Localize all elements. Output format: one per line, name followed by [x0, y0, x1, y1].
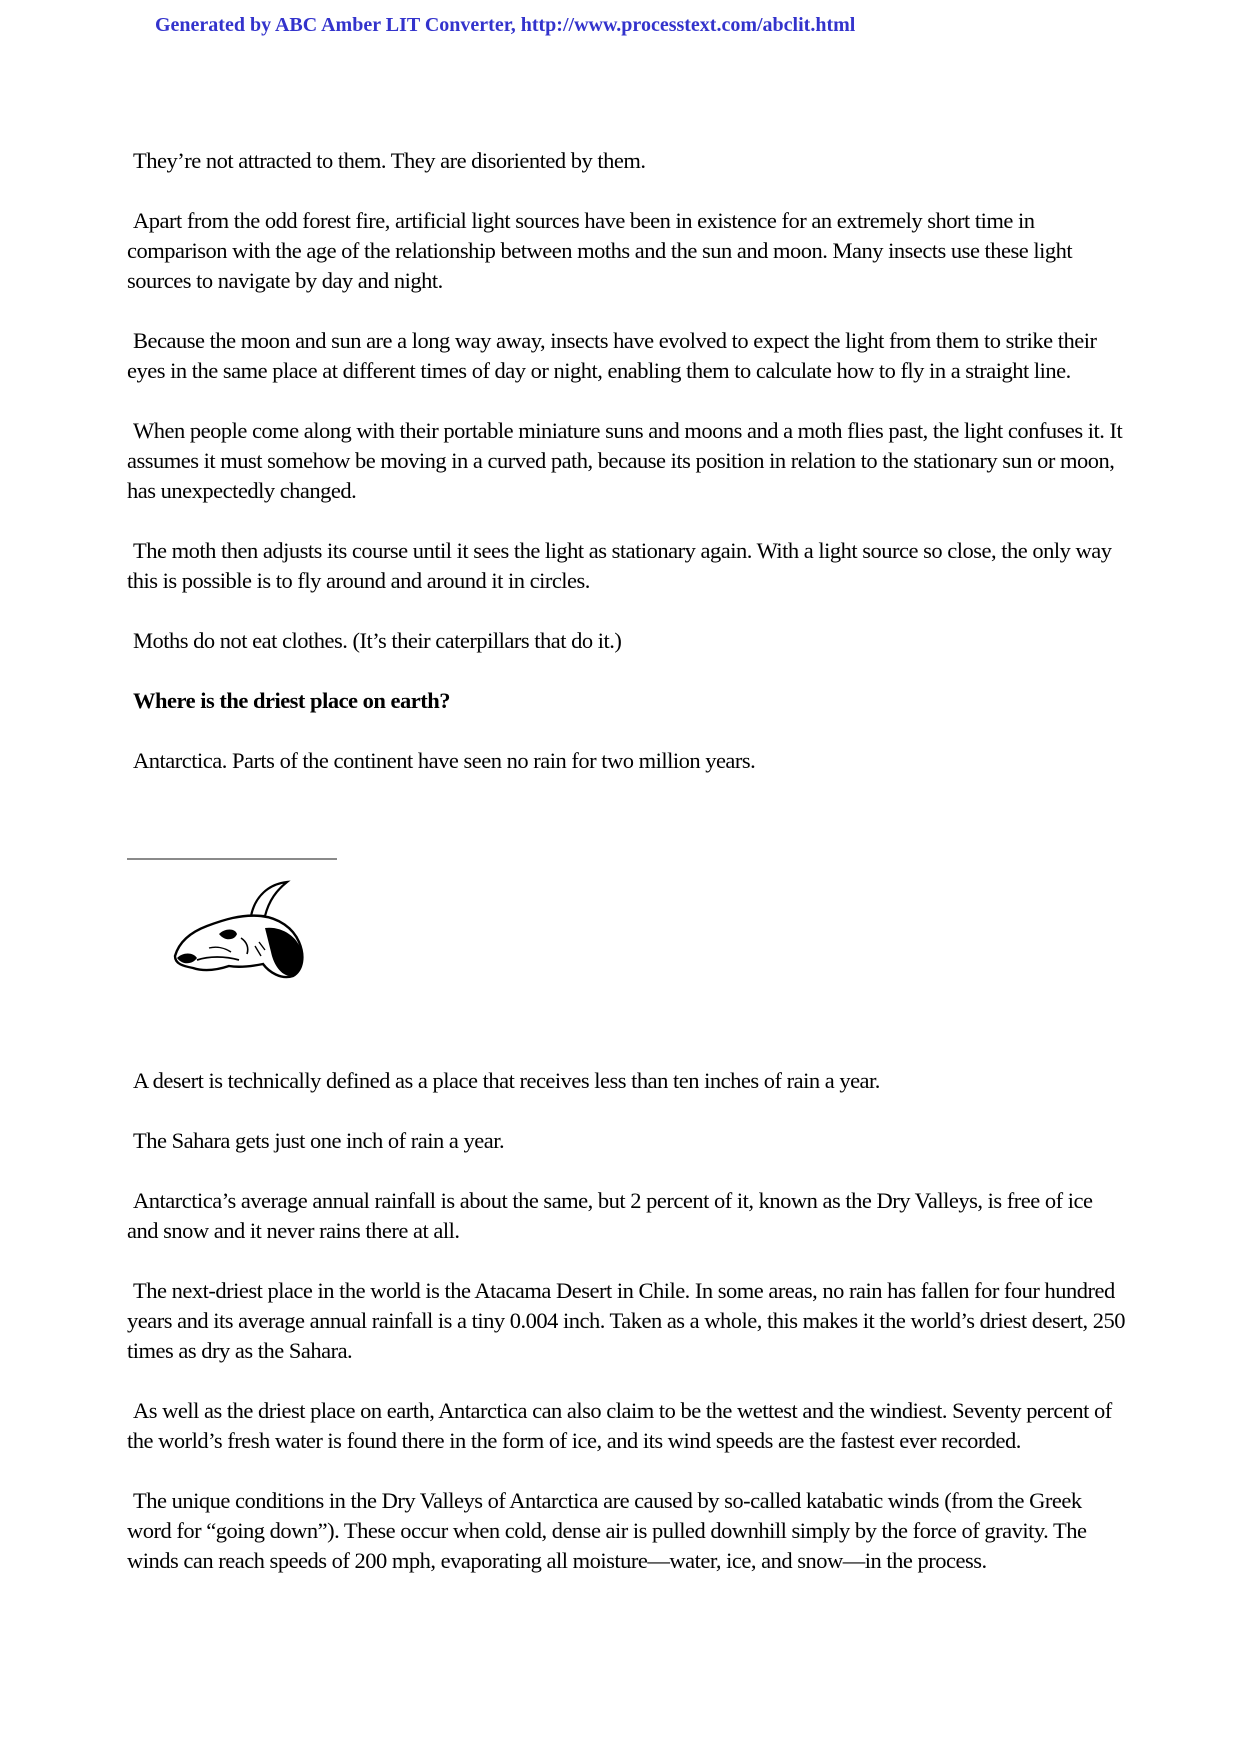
paragraph: Moths do not eat clothes. (It’s their caterpillars that do it.) — [133, 628, 622, 653]
paragraph: A desert is technically defined as a place that receives less than ten inches of rain a year. — [133, 1068, 880, 1093]
paragraph: When people come along with their portable miniature suns and moons and a moth flies past, the light confuses it. It assumes it must somehow be moving in a curved path, because its position in relation to the stationary sun or moon, has unexpectedly changed. — [127, 418, 1123, 503]
paragraph: The Sahara gets just one inch of rain a year. — [133, 1128, 505, 1153]
paragraph: The moth then adjusts its course until it sees the light as stationary again. With a light source so close, the only way this is possible is to fly around and around it in circles. — [127, 538, 1112, 593]
paragraph: Antarctica’s average annual rainfall is about the same, but 2 percent of it, known as the Dry Valleys, is free of ice and snow and it never rains there at all. — [127, 1188, 1093, 1243]
illustration-block — [127, 806, 1127, 1036]
paragraph: They’re not attracted to them. They are disoriented by them. — [133, 148, 646, 173]
paragraph: Because the moon and sun are a long way away, insects have evolved to expect the light from them to strike their eyes in the same place at different times of day or night, enabling them to calculate how to fly in a straight line. — [127, 328, 1097, 383]
question-heading: Where is the driest place on earth? — [133, 688, 451, 713]
illustration-divider — [127, 858, 337, 860]
cow-skull-icon — [169, 876, 329, 986]
converter-banner: Generated by ABC Amber LIT Converter, http://www.processtext.com/abclit.html — [155, 14, 856, 36]
paragraph: The unique conditions in the Dry Valleys of Antarctica are caused by so-called katabatic winds (from the Greek word for “going down”). These occur when cold, dense air is pulled downhill simply by the force of gravity. The winds can reach speeds of 200 mph, evaporating all moisture—water, ice, and snow—in the process. — [127, 1488, 1087, 1573]
paragraph: As well as the driest place on earth, Antarctica can also claim to be the wettest and the windiest. Seventy percent of the world’s fresh water is found there in the form of ice, and its wind speeds are the fastest ever recorded. — [127, 1398, 1112, 1453]
page-body — [127, 146, 1127, 1606]
paragraph: Apart from the odd forest fire, artificial light sources have been in existence for an extremely short time in comparison with the age of the relationship between moths and the sun and moon. Many insects use these light sources to navigate by day and night. — [127, 208, 1073, 293]
paragraph: The next-driest place in the world is the Atacama Desert in Chile. In some areas, no rain has fallen for four hundred years and its average annual rainfall is a tiny 0.004 inch. Taken as a whole, this makes it the world’s driest desert, 250 times as dry as the Sahara. — [127, 1278, 1125, 1363]
answer-paragraph: Antarctica. Parts of the continent have seen no rain for two million years. — [133, 748, 756, 773]
